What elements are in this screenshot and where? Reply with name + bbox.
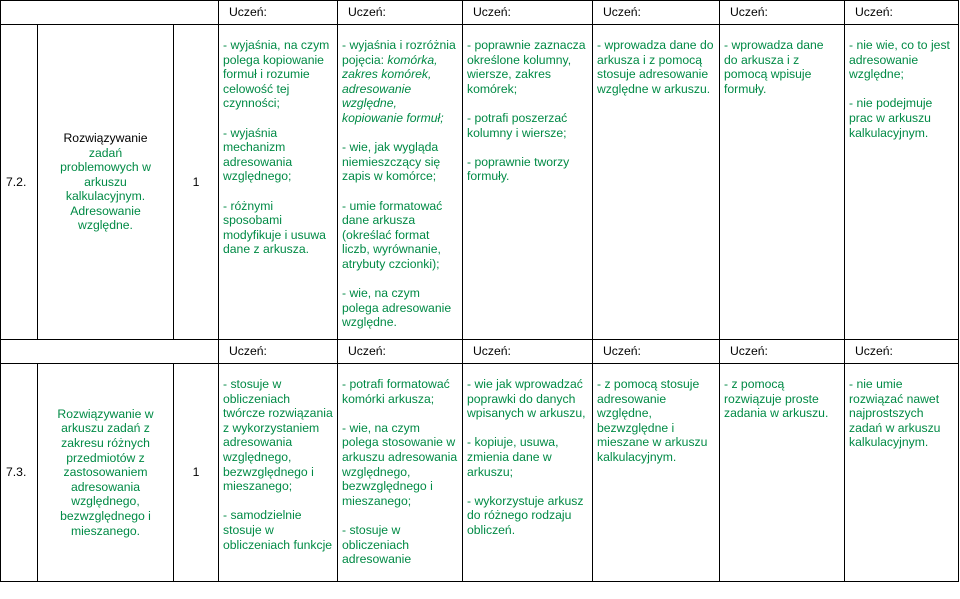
requirement-item: - potrafi formatować komórki arkusza; [342,377,450,406]
header-row [1,1,959,25]
topic-line: Adresowanie [70,203,141,218]
row-number: 7.2. [1,25,38,340]
requirements-cell [593,25,720,340]
requirement-item [342,38,458,126]
requirement-item: - wie jak wprowadzać poprawki do danych wpisanych w arkuszu, [467,377,586,421]
requirement-item: - nie wie, co to jest adresowanie względne; [849,38,950,82]
requirement-item: - wie, jak wygląda niemieszczący się zapis w komórce; [342,140,441,184]
topic-line: arkuszu [84,174,127,189]
topic-line: przedmiotów z [66,450,145,465]
topic-line: mieszanego. [70,523,141,538]
header-row [1,340,959,364]
header-student-label: Uczeń: [720,1,845,25]
requirements-cell [463,25,593,340]
requirement-item: - wprowadza dane do arkusza i z pomocą wpisuje formuły. [724,38,824,96]
topic-line: adresowania [70,479,141,494]
requirements-cell [593,364,720,582]
topic-line: bezwzględnego i [60,508,151,523]
topic-line: problemowych w [60,160,151,175]
topic-line: względne. [78,218,133,233]
requirement-item: - nie umie rozwiązać nawet najprostszych zadań w arkuszu kalkulacyjnym. [849,377,941,450]
requirement-item: - kopiuje, usuwa, zmienia dane w arkuszu; [467,435,559,479]
header-student-label: Uczeń: [463,340,593,364]
requirement-item: - wprowadza dane do arkusza i z pomocą stosuje adresowanie względne w arkuszu. [597,38,714,96]
row-number: 7.3. [1,364,38,582]
requirement-item: - wie, na czym polega adresowanie względne. [342,286,452,330]
header-student-label: Uczeń: [219,340,338,364]
topic-line: zakresu różnych [61,436,150,451]
table-row [1,364,959,582]
requirements-cell [720,25,845,340]
requirement-terms: komórka, zakres komórek, adresowanie względne, kopiowanie formuł; [342,52,444,125]
requirements-cell [463,364,593,582]
requirement-item: - wyjaśnia, na czym polega kopiowanie formuł i rozumie celowość tej czynności; [223,38,330,111]
requirement-item: - samodzielnie stosuje w obliczeniach funkcje [223,508,333,552]
requirements-cell [338,25,463,340]
topic-line: względnego, [71,494,140,509]
requirements-cell [845,364,959,582]
requirements-cell [338,364,463,582]
requirement-item: - różnymi sposobami modyfikuje i usuwa dane z arkusza. [223,198,326,257]
topic-line: arkuszu zadań z [61,421,150,436]
requirement-item: - wykorzystuje arkusz do różnego rodzaju obliczeń. [467,493,584,537]
topic-line: kalkulacyjnym. [65,189,146,204]
requirement-item: - wyjaśnia mechanizm adresowania względnego; [223,125,293,184]
topic-line: Rozwiązywanie [63,130,148,145]
header-student-label: Uczeń: [463,1,593,25]
topic-line: Rozwiązywanie w [57,406,154,421]
requirements-cell [219,25,338,340]
requirement-item: - stosuje w obliczeniach twórcze rozwiązania z wykorzystaniem adresowania względnego, bezwzględnego i mieszanego; [223,377,333,494]
header-student-label: Uczeń: [593,340,720,364]
requirement-item: - wie, na czym polega stosowanie w arkuszu adresowania względnego, bezwzględnego i mieszanego; [342,420,458,508]
header-student-label: Uczeń: [338,1,463,25]
header-spacer [1,340,219,364]
requirements-cell [720,364,845,582]
topic-line: zastosowaniem [63,465,148,480]
requirement-item: - umie formatować dane arkusza (określać format liczb, wyrównanie, atrybuty czcionki); [342,198,443,271]
row-topic [38,25,174,340]
requirements-cell [845,25,959,340]
requirement-intro: - wyjaśnia i rozróżnia pojęcia: [342,38,456,67]
header-student-label: Uczeń: [338,340,463,364]
topic-line: zadań [88,145,123,160]
row-topic [38,364,174,582]
requirement-item: - nie podejmuje prac w arkuszu kalkulacyjnym. [849,96,933,140]
table-row [1,25,959,340]
requirement-item: - stosuje w obliczeniach adresowanie [342,522,412,567]
header-student-label: Uczeń: [845,1,959,25]
row-level: 1 [174,25,219,340]
requirement-item: - poprawnie tworzy formuły. [467,154,570,184]
requirement-item: - poprawnie zaznacza określone kolumny, wiersze, zakres komórek; [467,38,586,96]
header-student-label: Uczeń: [593,1,720,25]
header-spacer [1,1,219,25]
header-student-label: Uczeń: [219,1,338,25]
requirements-cell [219,364,338,582]
header-student-label: Uczeń: [845,340,959,364]
requirement-item: - potrafi poszerzać kolumny i wiersze; [467,110,568,140]
requirement-item: - z pomocą rozwiązuje proste zadania w arkuszu. [724,377,829,421]
row-level: 1 [174,364,219,582]
header-student-label: Uczeń: [720,340,845,364]
requirement-item: - z pomocą stosuje adresowanie względne, bezwzględne i mieszane w arkuszu kalkulacyjnym. [597,377,708,464]
